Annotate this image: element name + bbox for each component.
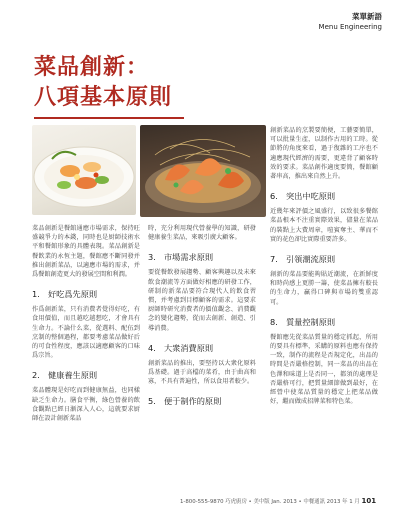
section-heading-1: 1. 好吃爲先原則 xyxy=(32,289,98,300)
title-underline xyxy=(34,117,184,119)
section-title-en: Menu Engineering xyxy=(318,23,382,31)
page-number: 101 xyxy=(361,497,377,505)
article-title-line1: 菜品創新： xyxy=(34,54,150,80)
column-2 xyxy=(148,224,256,412)
section-heading-4: 4. 大衆消費原則 xyxy=(148,342,214,353)
article-title-line2: 八項基本原則 xyxy=(34,84,173,110)
section-body-1: 作爲創新菜，只有消費者覺得好吃，有食用價值，而且越吃越想吃，才會具有生命力。不論什么菜，從選料、配伍到烹制的整個過程，都要考慮菜品做好后的可食性程度，應該以適應顧客的口味爲宗旨。 xyxy=(32,306,140,360)
article-title xyxy=(34,52,172,112)
section-heading-8: 8. 質量控制原則 xyxy=(270,316,336,327)
section-title-zh: 菜單新語 xyxy=(352,12,382,21)
article-intro: 菜品創新是餐館通應市場需求，保持旺盛競爭力的本錢，同時也是厨師技術水平和餐館形象的具體表現。菜品創新是餐飲業的永恆主題，餐館應不斷同發并推出創新菜品，以適應市場的需求，并爲餐館創造更大的發展空間和利潤。 xyxy=(32,225,140,279)
intro-paragraph: 創新菜品的烹製要簡便，工藝要簡單，可以批量生產，以制作古用的工時。從節將的角度來看，過于復雜的工序也不適應現代經濟的需要，更違背了顧客時效的要求。菜品創作適度要簡，餐館顧著串高，推出來自然上升。 xyxy=(270,127,378,181)
section-heading-7: 7. 引領潮流原則 xyxy=(270,254,336,265)
footer-text: 1-800-555-9870 巧虎廚房 • 美中版 Jan. 2013 • 中餐通訊 2013 年 1 月 xyxy=(180,499,360,505)
section-body-4: 創新菜品的推出，要堅持以大衆化原料爲基礎。過于高檔的菜肴，由于曲高和寡，不具有普遍性，所以食用者較少。 xyxy=(148,359,256,386)
column-1 xyxy=(32,224,140,423)
section-body-6: 近幾年來評價之風盛行，以致很多餐館菜品根本不注重實際效果，儘量在菜品的裝點上大費周章，喧賓奪主、華而不實的花色卻比實際重要許多。 xyxy=(270,208,378,243)
section-header xyxy=(319,12,382,32)
section-heading-6: 6. 突出中吃原則 xyxy=(270,191,336,202)
section-body-8: 餐館應先從菜品質量的穩定抓起，所用的要具有標準，采購的原料也應有保持一致，制作的流程是否規定化，出品的時間是否嚴格控制，同一菜品的出品在色澤和味道上是否同一，都須的處理是否嚴格可行，把質量細節做到最好，在經營中使菜品質量的穩定上把菜品做好，繼而做成招牌菜和特色菜。 xyxy=(270,333,378,406)
page-footer xyxy=(180,497,376,505)
section-body-2: 菜品體現是好吃而到健康無益，也同樣缺乏生命力。膳食平衡，綠色營養的飲食觀點已經日漸深入人心，這就要求厨師在設計創新菜品 xyxy=(32,387,140,423)
column-3 xyxy=(270,126,378,406)
dish-photo-shrimp xyxy=(140,125,266,217)
dish-photo-seafood-plate xyxy=(32,125,136,215)
column-2-continuation: 時，充分利用現代營養學的知識，研發健康養生菜品，來吸引廣大顧客。 xyxy=(148,225,256,242)
section-heading-2: 2. 健康養生原則 xyxy=(32,370,98,381)
section-body-3: 要從餐飲發展趨勢、顧客興趣以及未來飲食潮流等方面做好相應的研發工作，研制的新菜品要符合現代人的飲食習慣，并考慮到目標顧客的需求。這要求厨師時研究消費者的價值觀念、消費觀念的變化趨勢，從而去創新、創造、引導消費。 xyxy=(148,269,256,332)
section-body-7: 創新的菜品要能夠貼近潮流，在新鮮度和時尚感上更勝一籌，使菜品擁有較長的生命力，贏得口碑與市場的雙重認可。 xyxy=(270,271,378,306)
section-heading-5: 5. 便于制作的原則 xyxy=(148,396,222,407)
section-heading-3: 3. 市場需求原則 xyxy=(148,252,214,263)
